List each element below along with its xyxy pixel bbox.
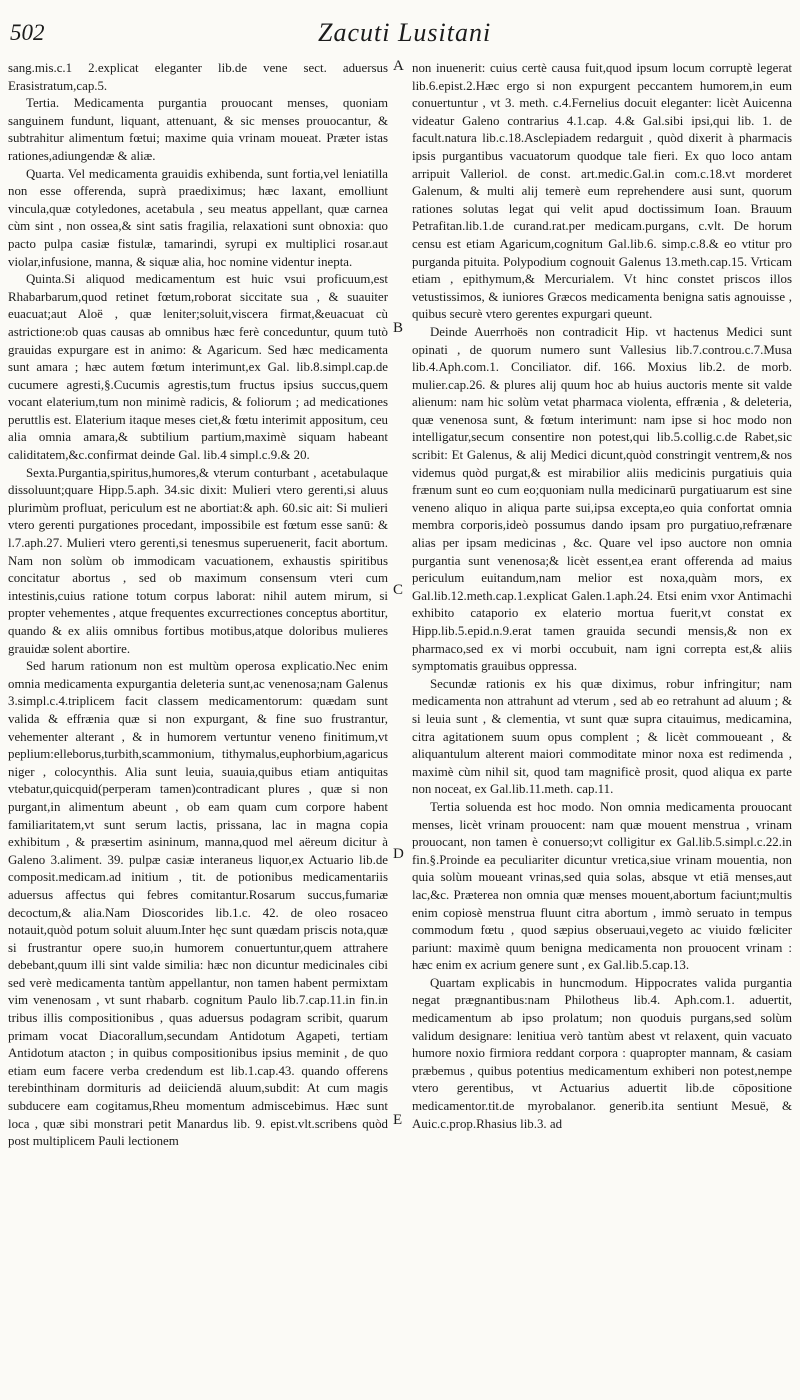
margin-letter: B bbox=[393, 320, 404, 336]
margin-letter: D bbox=[393, 846, 404, 862]
paragraph: Quartam explicabis in huncmodum. Hippocrates valida purgantia negat prægnantibus:nam Philotheus lib.4. Aph.com.1. aduertit, medicamentum ab ipso prolatum; non quoduis purgans,sed solùm validum designare: lenitiua verò tantùm abest vt relaxent, quin vacuato humore noxio firmiora reddant corpora : quapropter mannam, & casiam præbemus , quibus potentius medicamentum exhiberi non potest,nempe vtero gerentibus, vt Actuarius aduertit lib.de cōpositione medicamentor.tit.de myrobalanor. generib.ita sentiunt Mesuë, & Auic.c.prop.Rhasius lib.3. ad bbox=[412, 975, 792, 1131]
margin-letter: E bbox=[393, 1112, 403, 1128]
running-title: Zacuti Lusitani bbox=[318, 18, 492, 47]
right-column bbox=[412, 60, 792, 1133]
paragraph: Sed harum rationum non est multùm operosa explicatio.Nec enim omnia medicamenta expurgantia deleteria sunt,ac venenosa;nam Galenus 3.simpl.c.4.triplicem facit classem medicamentorum: quædam sunt valida & effrænia quæ si non expurgant, & fine suo frustrantur, vehementer alterant , & in humorem vertuntur veneno finitimum,vt peplium:elleborus,turbith,scammonium, tithymalus,euphorbium,agaricus niger , colocynthis. Alia sunt leuia, suauia,quibus etiam antiquitas vtebatur,quicquid(perperam tamen)contradicant plures , quæ si non purgant,in alimentum abeunt , ob eam quam cum corpore habent familiaritatem,vt sunt serum lactis, prissana, lac in magna copia exhibitum , & præsertim asininum, manna,quod mel aëreum dicitur à Galeno 3.aliment. 39. pulpæ casiæ interaneus liquor,ex Actuario lib.de composit.medicam.ad initium , tit. de potionibus medicamentariis aduersus affectus qui febres comitantur.Rosarum succus,fumariæ decoctum,& alia.Nam Dioscorides lib.1.c. 42. de oleo rosaceo notauit,quòd potum soluit aluum.Inter hęc sunt quædam priscis nota,quæ si frustrantur opere suo,in humorem conuertuntur,quem attrahere debebant,quum illi sint valde similia: hæc non dicuntur medicinales cibi sed verè medicamenta tantùm appellantur, non tamen habent permixtam vim venenosam , vt sunt rhabarb. cognitum Paulo lib.7.cap.11.in fin.in tribus illis compositionibus , quas aduersus podagram scribit, quarum primam vocat Diacorallum,secundam Antidotum Agapeti, tertiam Antidotum atacton ; in quibus compositionibus ipsius meminit , de quo etiam eum facere verba credendum est lib.1.cap.43. quando offerens terebinthinam dormituris ad deiiciendā aluum,subdit: At cum magis subducere eam cogitamus,Rheu momentum admiscebimus. Hæc sunt loca , quæ sibi monstrari petit Manardus lib. 9. epist.vlt.scribens quòd post multiplicem Pauli lectionem bbox=[8, 659, 388, 1149]
left-column bbox=[8, 60, 388, 1151]
paragraph: Sexta.Purgantia,spiritus,humores,& vterum conturbant , acetabulaque dissoluunt;quare Hipp.5.aph. 34.sic dixit: Mulieri vtero gerenti,si aluus plurimùm profluat, periculum est ne abortiat:& aph. 60.sic ait: Si mulieri vtero gerenti purgationes procedant, impossibile est fœtum esse sanū: & l.7.aph.27. Mulieri vtero gerenti,si tenesmus superuenerit, facit abortum. Nam non solùm ob immodicam vacuationem, exhaustis spiritibus concitatur abortus , sed ob maximum consensum vteri cum intestinis,cuius ratione totum corpus laborat: nihil autem mirum, si propter vehementes , atque frequentes excurrectiones conceptus abortitur, quando & ex aliis omnibus fortibus motibus,atque doloribus mulieres grauidæ solent abortire. bbox=[8, 465, 388, 656]
paragraph: Quarta. Vel medicamenta grauidis exhibenda, sunt fortia,vel leniatilla non esse offerenda, suprà praediximus; hæc laxant, emolliunt vincula,quæ cotyledones, acetabula , seu meatus appellant, quæ carnea cùm sint , non ossea,& sint satis fragilia, relaxationi sunt obnoxia: quo pacto pulpa casiæ fistulæ, tamarindi, syrupi ex multiplici rosar.aut violar,infusione, manna, & siquæ alia, hoc nomine videntur inepta. bbox=[8, 166, 388, 269]
margin-letters bbox=[391, 0, 411, 1400]
paragraph: Secundæ rationis ex his quæ diximus, robur infringitur; nam medicamenta non attrahunt ad vterum , sed ab eo retrahunt ad aluum ; & si leuia sunt , & clementia, vt sunt quæ supra citauimus, medicamina, citra agitationem suum opus complent ; & licèt commoueant , & aliquantulum alterent maiori commoditate minor noxa est redimenda , maximè cùm nihil sit, quod tam magnificè prosit, quod aliqua ex parte non noceat, ex Gal.lib.11.meth. cap.11. bbox=[412, 676, 792, 797]
paragraph: sang.mis.c.1 2.explicat eleganter lib.de vene sect. aduersus Erasistratum,cap.5. bbox=[8, 61, 388, 93]
margin-letter: A bbox=[393, 58, 404, 74]
paragraph: Tertia soluenda est hoc modo. Non omnia medicamenta prouocant menses, licèt vrinam prouocent: nam quæ mouent menstrua , vrinam prouocant, non tamen è conuerso;vt colligitur ex Gal.lib.5.simpl.c.22.in fin.§.Proinde ea peculiariter dicuntur vretica,siue vrinam mouentia, non quia solùm moueant vrinas,sed quia solas, absque vt etiā menses,aut lac,&c. Præterea non omnia quæ menses mouent,abortum faciunt;multis enim copiosè menstrua fluunt citra abortum , immò seruato in tempus commodum fœtu , quod sæpius obseruaui,vegeto ac viuido fœliciter pariunt: maximè quum benigna medicamenta non prouocent vrinam : hæc enim ex acrium genere sunt , ex Gal.lib.5.cap.13. bbox=[412, 799, 792, 973]
margin-letter: C bbox=[393, 582, 404, 598]
paragraph: Quinta.Si aliquod medicamentum est huic vsui proficuum,est Rhabarbarum,quod retinet fœtum,roborat siccitate sua , & suauiter euacuat;aut Aloë , quæ leniter;soluit,viscera firmat,&euacuat cù astrictione:ob quas causas ab omnibus hæc ferè conceduntur, quum tutò grauidas expurgare est in animo: & Agaricum. Sed hæc medicamenta sunt amara ; hæc autem fœtum interimunt,ex Gal. lib.8.simpl.cap.de cucumere agresti,§.Cucumis agrestis,tum fructus ipsius succus,quem vocant elaterium,tum non minimè radicis, & foliorum ; ad medicationes peruttlis est. Elaterium itaque meses ciet,& fœtu interimit appositum, ceu alia omnia amara,& subtilium partium,maximè siquam habeant caliditatem,&c.confirmat deinde Gal. lib.4 simpl.c.9.& 20. bbox=[8, 272, 388, 463]
paragraph: Tertia. Medicamenta purgantia prouocant menses, quoniam sanguinem fundunt, liquant, attenuant, & sic menses prouocantur, & subtrahitur alimentum fœtui; maxime quia vrinam moueat. Præter istas rationes,adiungendæ & aliæ. bbox=[8, 96, 388, 163]
paragraph: non inuenerit: cuius certè causa fuit,quod ipsum locum corruptè legerat lib.6.epist.2.Hæc ergo si non expurgent peccantem humorem,in eum conuertuntur , vt 3. meth. c.4.Fernelius docuit eleganter: licèt Auicenna videatur Galeno contrarius 4.1.cap. 4.& Gal.sibi ipsi,qui lib. 1. de facult.natura lib.c.18.Asclepiadem redarguit , quòd dixerit à pharmacis ipsis purgantibus vacuatorum quodque tale fieri. Ex quo loco antam arripuit Valleriol. de const. art.medic.Gal.in com.c.18.vt morderet Galenum, & multi alij temerè eum reprehendere ausi sunt, quorum rationes solutas legat qui velit apud doctissimum Ioan. Brauum Petrafitan.lib.1.de curand.rat.per medicam.purgans, c.vlt. De horum censu est etiam Agaricum,cognitum Gal.lib.6. simp.c.8.& eo vtitur pro purganda pituita. Polypodium cognouit Galenus 13.meth.cap.15. Vrticam etiam , epithymum,& Mercurialem. Vt hinc constet priscos illos vetustissimos, & iuniores Græcos medicamenta benigna satis agnouisse , quibus securè vtero gerentes expurgari queunt. bbox=[412, 61, 792, 322]
paragraph: Deinde Auerrhoës non contradicit Hip. vt hactenus Medici sunt opinati , de quorum numero sunt Vallesius lib.7.controu.c.7.Musa lib.4.Aph.com.1. Conciliator. dif. 166. Moxius lib.2. de morb. mulier.cap.26. & plures alij quum hoc ab huius auctoris mente sit valde alienum: nam hic solùm vetat pharmaca violenta, effrænia , & deleteria, quæ venenosa sunt, & fœtum interimunt: nam ipse si hoc modo non intelligatur,secum consentire non potest,qui lib.5.collig.c.de Rabet,sic scribit: Et Galenus, & alij Medici dicunt,quòd constringit ventrem,& nos videmus quòd purgat,& est mirabilior aliis medicinis purgatiuis quia frænum sunt eo cum eo;quoniam nulla medicinarū purgatiuarum est sine veneno aliquo in aliqua parte sui,ipsa excepta,eo quia confortat omnia membra corporis,ideò possumus dando ipsam pro purgatiuo,refrænare alias per ipsam medicinas , &c. Quare vel ipso auctore non omnia purgantia sunt venenosa;& licèt essent,ea erant offerenda ad maius periculum euitandum,nam melior est noxa,quàm mors, ex Gal.lib.12.meth.cap.1.explicat Galen.1.aph.24. Etsi enim vxor Antimachi exhibito cataporio ex elaterio mortua fuerit,vt constat ex Hipp.lib.5.epid.n.9.erat tamen grauida secundi mensis,& non ex pharmaco,sed ex vi morbi occubuit, nam igni correpta est,& aliis symptomatis grauibus oppressa. bbox=[412, 324, 792, 674]
page-number: 502 bbox=[10, 20, 45, 45]
